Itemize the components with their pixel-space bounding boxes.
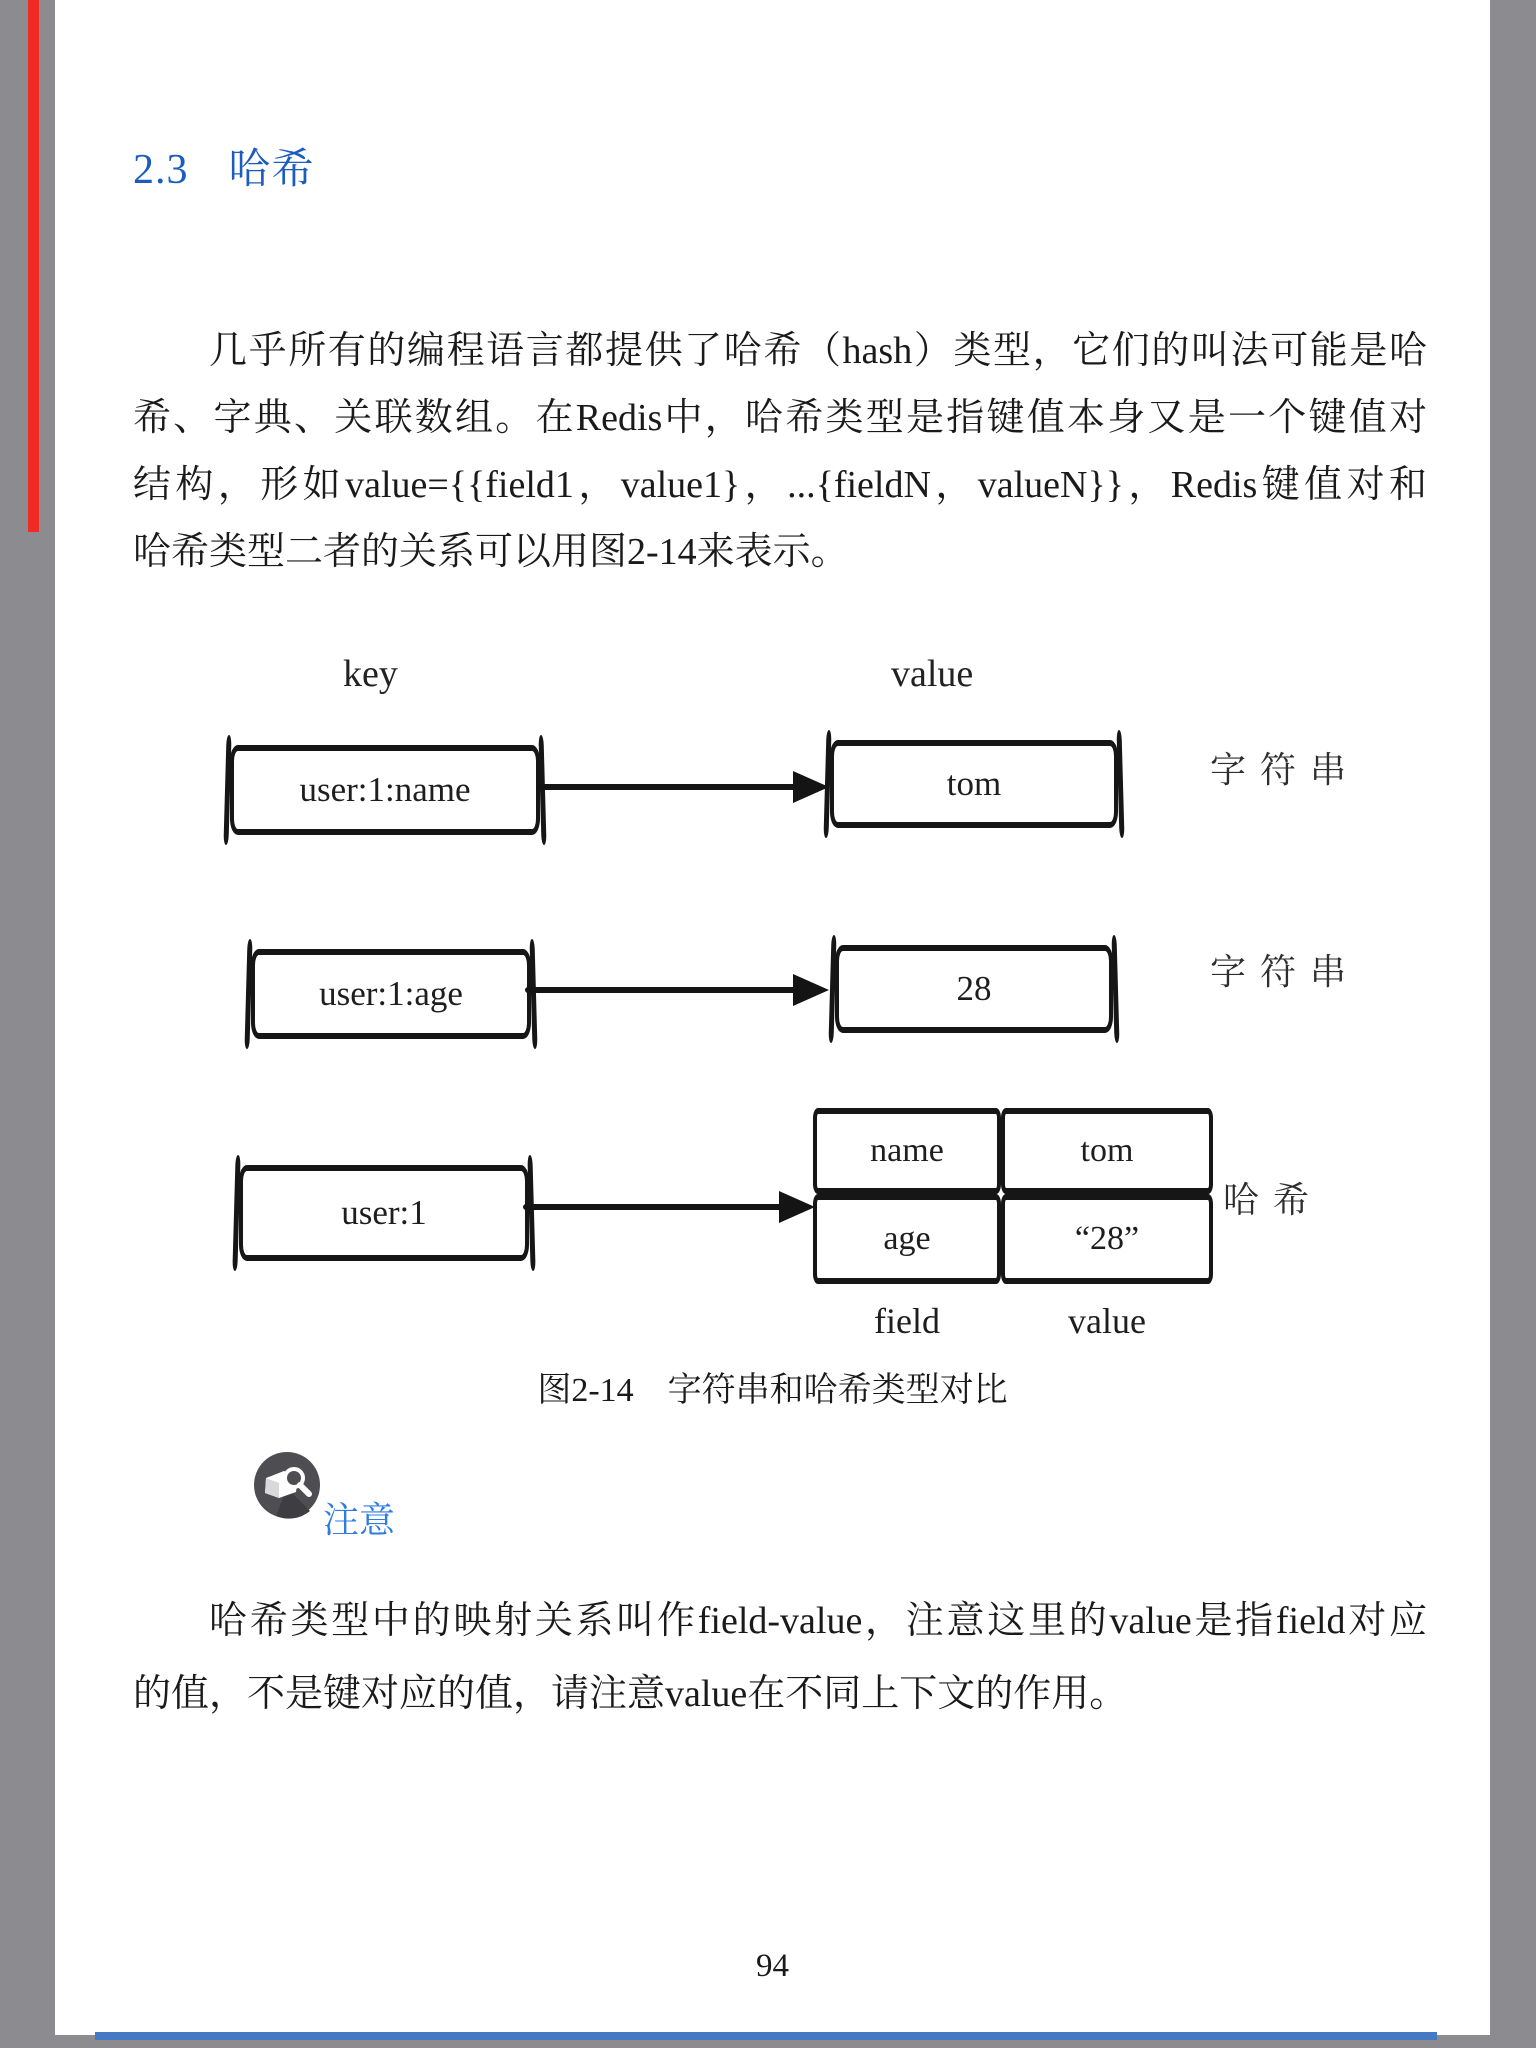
page-number: 94 xyxy=(756,1948,789,1984)
section-heading xyxy=(133,136,315,196)
paragraph-1 xyxy=(133,318,1427,586)
cell-text: tom xyxy=(1080,1132,1134,1169)
arrow-head xyxy=(779,1191,815,1223)
key-box-text: user:1 xyxy=(341,1193,427,1232)
value-footer-label: value xyxy=(1068,1301,1146,1341)
type-annotation: 字符串 xyxy=(1210,750,1361,790)
hash-table-cell-field-age xyxy=(813,1194,1001,1284)
section-title: 哈希 xyxy=(228,147,315,193)
value-box-text: 28 xyxy=(956,969,992,1008)
paragraph-line: 几乎所有的编程语言都提供了哈希（hash）类型，它们的叫法可能是哈 xyxy=(209,330,1427,372)
arrow-shaft xyxy=(525,987,799,993)
key-column-label: key xyxy=(343,653,398,695)
value-box xyxy=(830,740,1118,828)
arrow-head xyxy=(793,974,829,1006)
arrow-shaft xyxy=(537,784,799,790)
arrow-shaft xyxy=(523,1204,785,1210)
type-annotation: 字符串 xyxy=(1210,952,1361,992)
bottom-blue-bar xyxy=(95,2032,1437,2040)
cell-text: name xyxy=(870,1132,944,1169)
figure-caption xyxy=(55,1362,1490,1411)
key-box xyxy=(251,949,531,1039)
figure-caption-number: 图2-14 xyxy=(537,1372,634,1409)
figure-caption-text: 字符串和哈希类型对比 xyxy=(667,1372,1008,1409)
key-box-text: user:1:age xyxy=(319,974,463,1013)
box-magnifier-icon xyxy=(252,1450,322,1520)
cell-text: age xyxy=(883,1220,931,1257)
value-box-text: tom xyxy=(946,764,1002,803)
arrow-icon xyxy=(537,770,829,804)
hash-table-cell-field-name xyxy=(813,1108,1001,1194)
arrow-icon xyxy=(525,973,829,1007)
paragraph-line: 的值，不是键对应的值，请注意value在不同上下文的作用。 xyxy=(133,1673,1128,1715)
left-edge-red-strip xyxy=(28,0,39,532)
key-box xyxy=(239,1165,529,1261)
hash-table-cell-value-tom xyxy=(1001,1108,1213,1194)
paragraph-line: 结构，形如value={{field1，value1}，...{fieldN，valueN}}，Redis键值对和 xyxy=(133,464,1427,506)
cell-text: “28” xyxy=(1074,1220,1140,1257)
field-footer-label: field xyxy=(874,1301,940,1341)
hash-table-cell-value-28 xyxy=(1001,1194,1213,1284)
value-box xyxy=(835,945,1113,1033)
key-box xyxy=(230,745,540,835)
value-column-label: value xyxy=(891,653,974,695)
type-annotation: 哈希 xyxy=(1223,1180,1324,1220)
paragraph-line: 哈希类型中的映射关系叫作field-value，注意这里的value是指field对应 xyxy=(209,1600,1427,1642)
book-page xyxy=(55,0,1490,2035)
paragraph-2 xyxy=(133,1588,1427,1728)
paragraph-line: 哈希类型二者的关系可以用图2-14来表示。 xyxy=(133,531,849,573)
arrow-icon xyxy=(523,1190,815,1224)
section-number: 2.3 xyxy=(133,147,189,193)
paragraph-line: 希、字典、关联数组。在Redis中，哈希类型是指键值本身又是一个键值对 xyxy=(133,397,1427,439)
key-box-text: user:1:name xyxy=(299,770,471,809)
note-label: 注意 xyxy=(323,1500,396,1540)
